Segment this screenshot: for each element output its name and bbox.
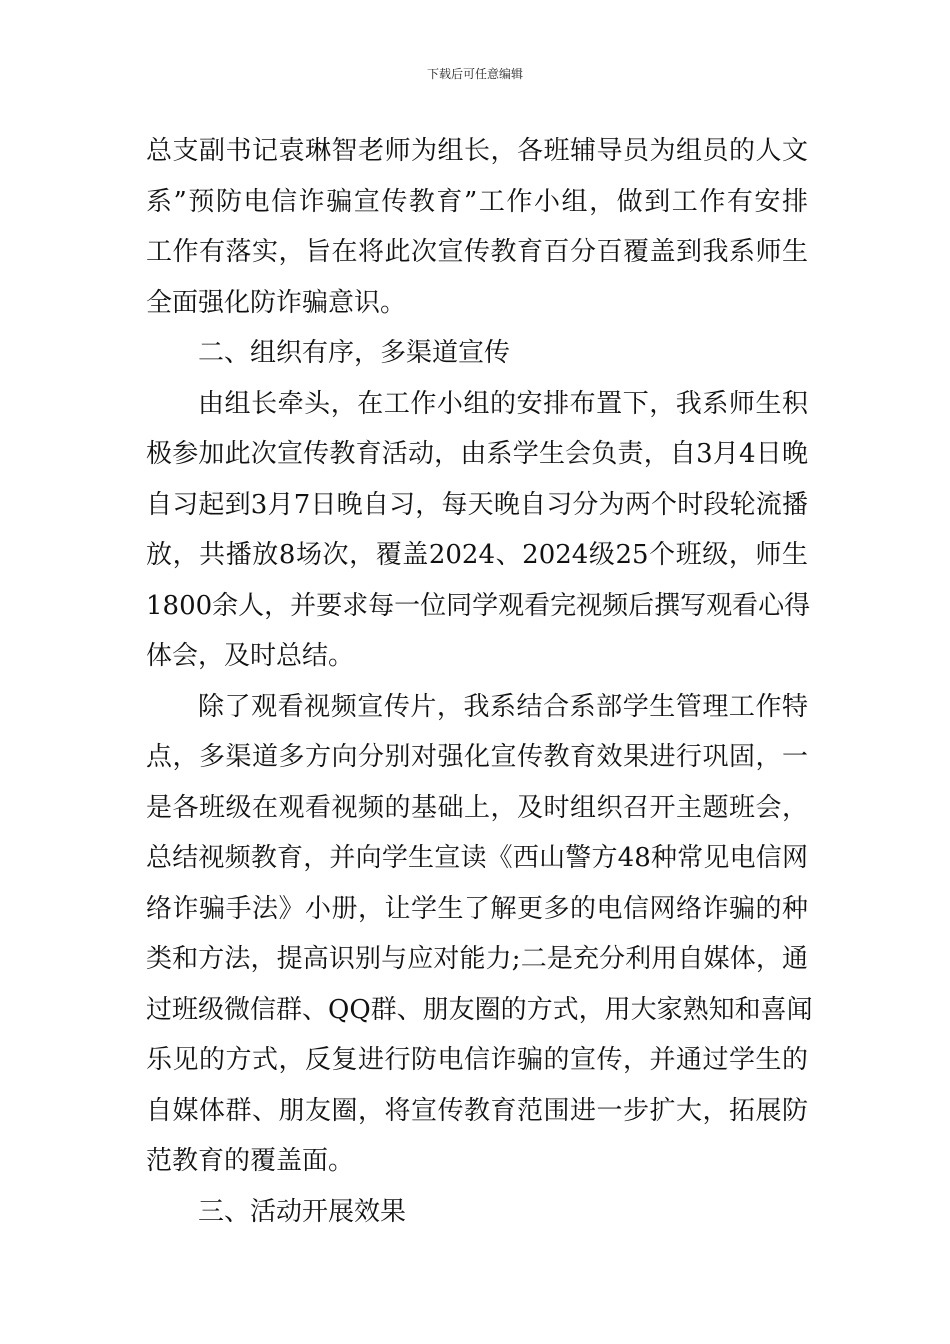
text-line: 类和方法，提高识别与应对能力;二是充分利用自媒体，通: [146, 944, 808, 974]
text-line: 放，共播放8场次，覆盖2024、2024级25个班级，师生: [146, 540, 808, 570]
text-line: 总结视频教育，并向学生宣读《西山警方48种常见电信网: [146, 843, 808, 873]
text-line: 全面强化防诈骗意识。: [146, 287, 407, 318]
text-line: 点，多渠道多方向分别对强化宣传教育效果进行巩固，一: [146, 742, 808, 772]
text-line: 络诈骗手法》小册，让学生了解更多的电信网络诈骗的种: [146, 893, 808, 924]
text-line: 总支副书记袁琳智老师为组长，各班辅导员为组员的人文: [146, 136, 808, 166]
text-line: 过班级微信群、QQ群、朋友圈的方式，用大家熟知和喜闻: [146, 994, 813, 1025]
text-line: 自媒体群、朋友圈，将宣传教育范围进一步扩大，拓展防: [146, 1095, 808, 1126]
text-line: 极参加此次宣传教育活动，由系学生会负责，自3月4日晚: [146, 439, 808, 469]
text-line: 乐见的方式，反复进行防电信诈骗的宣传，并通过学生的: [146, 1045, 808, 1075]
text-line: 由组长牵头，在工作小组的安排布置下，我系师生积: [198, 388, 808, 419]
text-line: 范教育的覆盖面。: [146, 1146, 355, 1176]
text-line: 工作有落实，旨在将此次宣传教育百分百覆盖到我系师生: [146, 237, 808, 267]
section-heading: 三、活动开展效果: [198, 1196, 407, 1227]
text-line: 除了观看视频宣传片，我系结合系部学生管理工作特: [198, 691, 808, 722]
text-line: 系”预防电信诈骗宣传教育”工作小组，做到工作有安排: [146, 186, 808, 217]
document-body: [146, 126, 813, 1237]
text-line: 1800余人，并要求每一位同学观看完视频后撰写观看心得: [146, 590, 811, 621]
section-heading: 二、组织有序，多渠道宣传: [198, 338, 511, 368]
text-line: 是各班级在观看视频的基础上，及时组织召开主题班会，: [146, 792, 808, 823]
page-header: 下载后可任意编辑: [426, 67, 523, 81]
text-line: 自习起到3月7日晚自习，每天晚自习分为两个时段轮流播: [146, 489, 808, 520]
text-line: 体会，及时总结。: [146, 641, 355, 671]
